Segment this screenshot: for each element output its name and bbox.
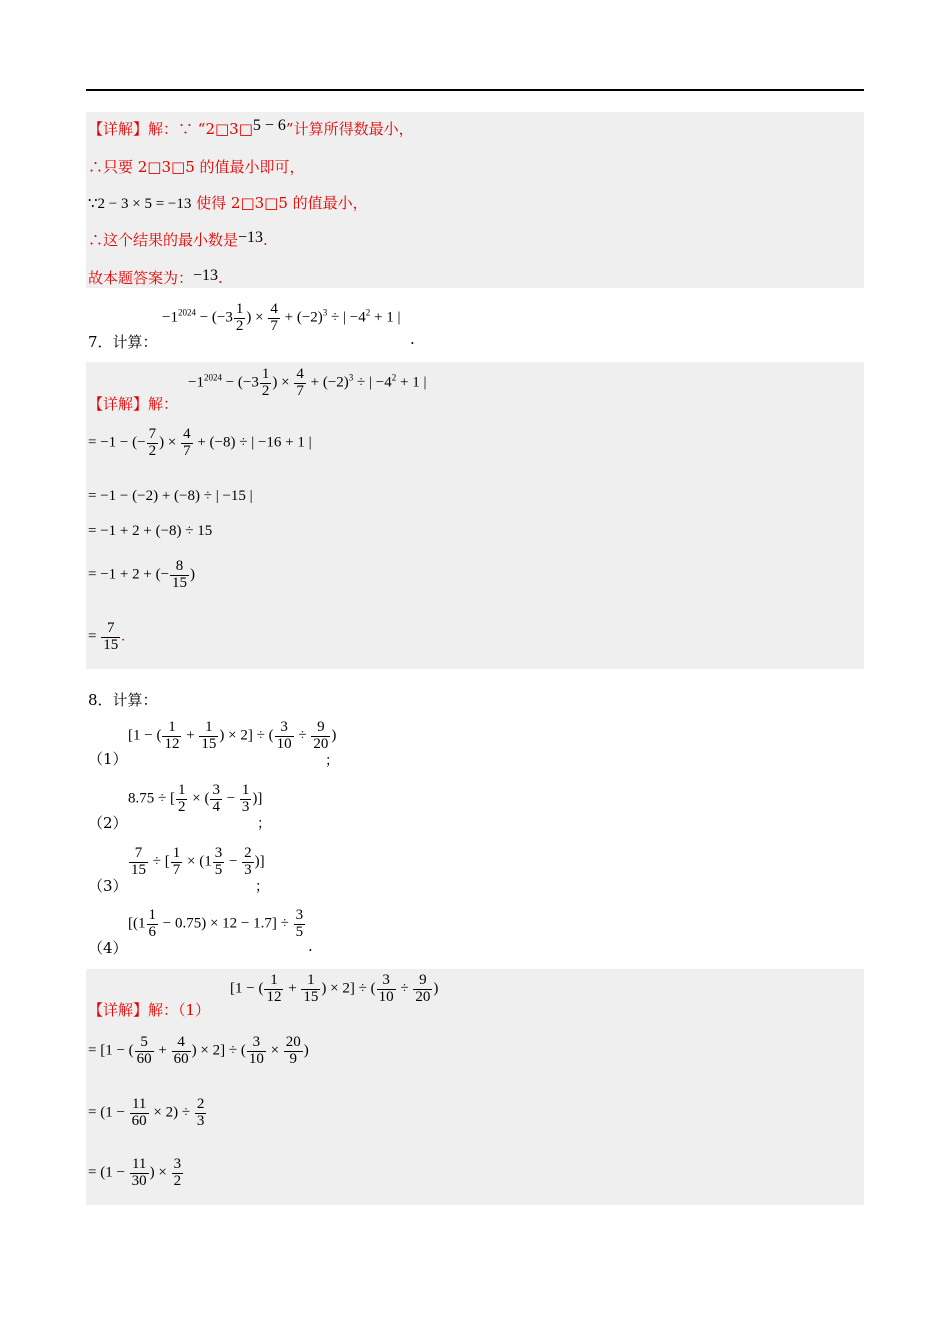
q6-answer-line-3: ∵2 − 3 × 5 = −13 使得 2□3□5 的值最小， xyxy=(88,194,368,212)
q7-step-3: = −1 + 2 + (−8) ÷ 15 xyxy=(88,523,213,539)
answer-tag: 【详解】 xyxy=(88,120,149,138)
q7-step-2: = −1 − (−2) + (−8) ÷ | −15 | xyxy=(88,488,253,504)
q8-step-3: = (1 − $\frac{11}{30}$ ) × $\frac{3}{2}$ xyxy=(88,1156,182,1189)
q7-step-1: = −1 − (− $\frac{7}{2}$ ) × $\frac{4}{7}$ + (−8) ÷ | −16 + 1 | xyxy=(88,426,312,459)
q8-step-2: = (1 − $\frac{11}{60}$ × 2) ÷ $\frac{2}{3}$ xyxy=(88,1096,205,1129)
q8-part-1-label: （1） xyxy=(88,750,128,768)
q8-part-4-end: . xyxy=(308,937,313,955)
q8-answer-lead: 【详解】解：（1） xyxy=(88,1001,211,1019)
q8-part-3-label: （3） xyxy=(88,877,128,895)
q8-part-3-expression: $\frac{7}{15}$ ÷ [ $\frac{1}{7}$ × (1 $\frac{3}{5}$ − $\frac{2}{3}$ )] xyxy=(131,845,265,878)
q7-end: . xyxy=(410,330,415,348)
q8-part-2-expression: 8.75 ÷ [ $\frac{1}{2}$ × ( $\frac{3}{4}$ − $\frac{1}{3}$ )] xyxy=(128,782,263,815)
q8-part-1-expression: [1 − ( $\frac{1}{12}$ + $\frac{1}{15}$ ) × 2] ÷ ( $\frac{3}{10}$ ÷ $\frac{9}{20}$ ) xyxy=(128,719,337,752)
q8-part-4-label: （4） xyxy=(88,939,128,957)
q6-answer-line-4: ∴这个结果的最小数是−13. xyxy=(88,229,268,249)
q6-answer-line-2: ∴只要 2□3□5 的值最小即可， xyxy=(88,158,305,176)
q7-step-4: = −1 + 2 + (− $\frac{8}{15}$ ) xyxy=(88,558,196,591)
q6-answer-line-1: 【详解】解：∵ “2□3□5 − 6”计算所得数最小， xyxy=(88,117,414,138)
q8-part-3-sep: ； xyxy=(255,879,269,895)
q8-step-1: = [1 − ( $\frac{5}{60}$ + $\frac{4}{60}$ ) × 2] ÷ ( $\frac{3}{10}$ × $\frac{20}{9}$ ) xyxy=(88,1034,309,1067)
q8-part-1-sep: ； xyxy=(325,753,339,769)
header-rule xyxy=(86,89,864,91)
q6-answer-line-5: 故本题答案为：−13. xyxy=(88,267,223,287)
q7-step-5: = $\frac{7}{15}$ . xyxy=(88,620,125,653)
q8-part-2-label: （2） xyxy=(88,814,128,832)
q7-label: 7．计算： xyxy=(88,333,158,351)
q8-part-4-expression: [(1 $\frac{1}{6}$ − 0.75) × 12 − 1.7] ÷ $\frac{3}{5}$ xyxy=(128,907,304,940)
q7-expression: $-1^{2024} - (-3$ $\frac{1}{2}$ ) × $\frac{4}{7}$ + $(-2)^3$ ÷ | $-4^2 + 1$ | xyxy=(162,301,401,334)
q7-answer-box xyxy=(86,362,864,669)
q8-step-0: [1 − ( $\frac{1}{12}$ + $\frac{1}{15}$ ) × 2] ÷ ( $\frac{3}{10}$ ÷ $\frac{9}{20}$ ) xyxy=(230,972,439,1005)
q8-part-2-sep: ； xyxy=(257,816,271,832)
q7-step-0: $-1^{2024} - (-3$ $\frac{1}{2}$ ) × $\frac{4}{7}$ + $(-2)^3$ ÷ | $-4^2 + 1$ | xyxy=(188,366,427,399)
q8-label: 8．计算： xyxy=(88,691,158,709)
q7-answer-lead: 【详解】解： xyxy=(88,395,179,413)
